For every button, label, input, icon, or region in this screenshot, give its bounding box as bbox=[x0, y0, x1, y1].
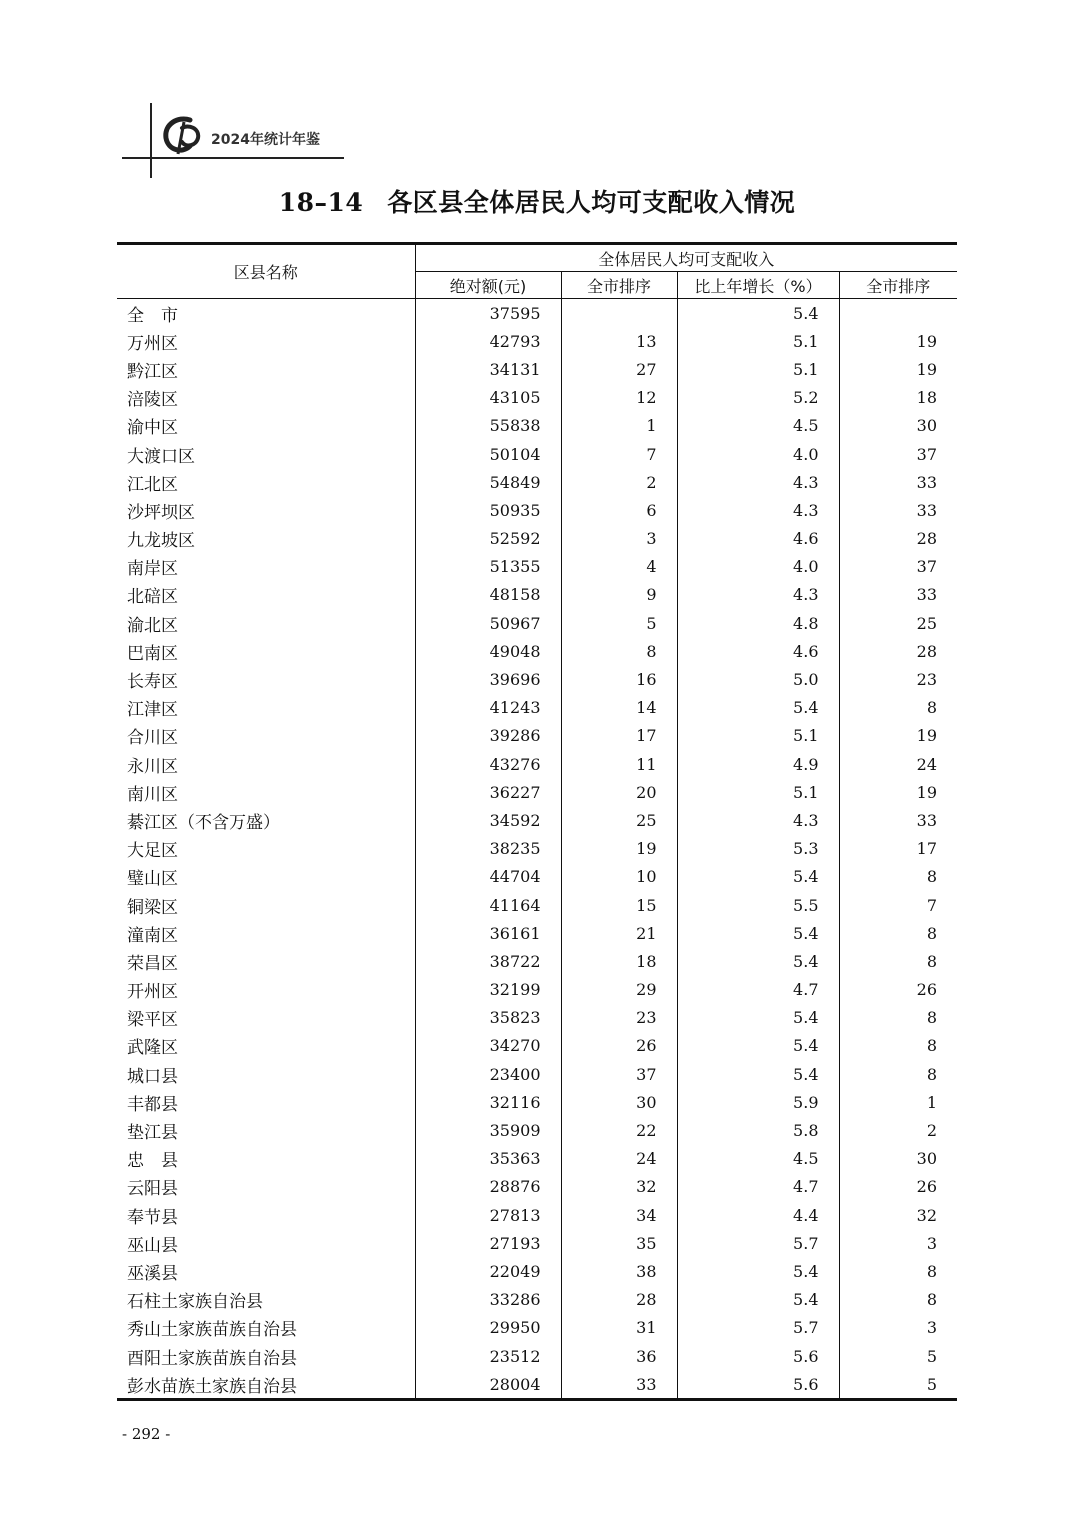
header-vertical-rule bbox=[150, 103, 152, 178]
cell-growth: 4.5 bbox=[677, 1145, 839, 1173]
table-row bbox=[117, 863, 957, 891]
cell-rank: 35 bbox=[561, 1229, 677, 1257]
cell-growth-rank: 33 bbox=[839, 496, 957, 524]
cell-rank: 31 bbox=[561, 1314, 677, 1342]
cell-growth-rank: 8 bbox=[839, 947, 957, 975]
cell-amount: 29950 bbox=[415, 1314, 561, 1342]
table-row bbox=[117, 891, 957, 919]
cell-rank: 17 bbox=[561, 722, 677, 750]
cell-growth: 4.8 bbox=[677, 609, 839, 637]
cell-growth-rank bbox=[839, 299, 957, 328]
column-header-amount: 绝对额(元) bbox=[415, 272, 561, 299]
column-header-rank: 全市排序 bbox=[561, 272, 677, 299]
cell-district-name: 江北区 bbox=[127, 474, 178, 495]
cell-growth-rank: 8 bbox=[839, 694, 957, 722]
cell-rank: 26 bbox=[561, 1032, 677, 1060]
cell-growth: 4.4 bbox=[677, 1201, 839, 1229]
cell-growth-rank: 19 bbox=[839, 778, 957, 806]
cell-amount: 34270 bbox=[415, 1032, 561, 1060]
cell-rank: 25 bbox=[561, 806, 677, 834]
cell-growth-rank: 5 bbox=[839, 1370, 957, 1400]
column-header-growth: 比上年增长（%） bbox=[677, 272, 839, 299]
page-title bbox=[0, 183, 1074, 219]
cell-amount: 23512 bbox=[415, 1342, 561, 1370]
cell-growth: 4.0 bbox=[677, 553, 839, 581]
table-title: 各区县全体居民人均可支配收入情况 bbox=[387, 188, 796, 217]
cell-rank: 2 bbox=[561, 468, 677, 496]
cell-district-name: 沙坪坝区 bbox=[127, 502, 195, 523]
table-body bbox=[117, 299, 957, 1400]
cell-district-name: 长寿区 bbox=[127, 672, 178, 693]
cell-growth-rank: 25 bbox=[839, 609, 957, 637]
cell-growth-rank: 8 bbox=[839, 1257, 957, 1285]
cell-growth-rank: 7 bbox=[839, 891, 957, 919]
cell-amount: 34592 bbox=[415, 806, 561, 834]
cell-district-name: 渝北区 bbox=[127, 615, 178, 636]
cell-district-name: 万州区 bbox=[127, 333, 178, 354]
cell-district-name: 黔江区 bbox=[127, 361, 178, 382]
table-row bbox=[117, 1088, 957, 1116]
cell-amount: 48158 bbox=[415, 581, 561, 609]
cell-growth: 4.3 bbox=[677, 806, 839, 834]
cell-growth: 5.4 bbox=[677, 694, 839, 722]
cell-growth-rank: 3 bbox=[839, 1314, 957, 1342]
cell-district-name: 梁平区 bbox=[127, 1010, 178, 1031]
cell-amount: 39286 bbox=[415, 722, 561, 750]
cell-growth-rank: 26 bbox=[839, 976, 957, 1004]
cell-rank: 10 bbox=[561, 863, 677, 891]
cell-rank: 33 bbox=[561, 1370, 677, 1400]
table-row bbox=[117, 722, 957, 750]
cell-district-name: 巫山县 bbox=[127, 1235, 178, 1256]
cell-district-name: 武隆区 bbox=[127, 1038, 178, 1059]
cell-rank: 3 bbox=[561, 525, 677, 553]
cell-growth: 5.1 bbox=[677, 327, 839, 355]
cell-growth-rank: 8 bbox=[839, 1060, 957, 1088]
cell-amount: 51355 bbox=[415, 553, 561, 581]
table-row bbox=[117, 609, 957, 637]
cell-growth-rank: 24 bbox=[839, 750, 957, 778]
cell-amount: 50967 bbox=[415, 609, 561, 637]
cell-growth: 5.1 bbox=[677, 778, 839, 806]
cell-district-name: 合川区 bbox=[127, 728, 178, 749]
cell-growth-rank: 1 bbox=[839, 1088, 957, 1116]
cell-district-name: 永川区 bbox=[127, 756, 178, 777]
table-row bbox=[117, 327, 957, 355]
table-row bbox=[117, 1060, 957, 1088]
cell-growth-rank: 8 bbox=[839, 863, 957, 891]
cell-amount: 32199 bbox=[415, 976, 561, 1004]
table-row bbox=[117, 468, 957, 496]
cell-growth: 4.3 bbox=[677, 581, 839, 609]
cell-district-name: 垫江县 bbox=[127, 1123, 178, 1144]
cell-district-name: 綦江区（不含万盛） bbox=[127, 812, 280, 833]
cell-amount: 52592 bbox=[415, 525, 561, 553]
cell-rank: 4 bbox=[561, 553, 677, 581]
cell-growth-rank: 8 bbox=[839, 1004, 957, 1032]
cell-growth: 5.5 bbox=[677, 891, 839, 919]
cell-district-name: 荣昌区 bbox=[127, 953, 178, 974]
cell-growth: 4.6 bbox=[677, 637, 839, 665]
yearbook-logo-icon bbox=[160, 114, 206, 156]
cell-amount: 50935 bbox=[415, 496, 561, 524]
cell-growth: 5.8 bbox=[677, 1116, 839, 1144]
cell-rank: 38 bbox=[561, 1257, 677, 1285]
cell-growth-rank: 23 bbox=[839, 665, 957, 693]
cell-district-name: 涪陵区 bbox=[127, 390, 178, 411]
cell-growth-rank: 17 bbox=[839, 835, 957, 863]
cell-district-name: 全 市 bbox=[127, 305, 178, 326]
column-header-growth-rank: 全市排序 bbox=[839, 272, 957, 299]
cell-district-name: 秀山土家族苗族自治县 bbox=[127, 1320, 297, 1341]
column-header-name: 区县名称 bbox=[117, 244, 415, 299]
cell-amount: 35823 bbox=[415, 1004, 561, 1032]
cell-district-name: 酉阳土家族苗族自治县 bbox=[127, 1348, 297, 1369]
cell-growth-rank: 8 bbox=[839, 919, 957, 947]
cell-rank: 18 bbox=[561, 947, 677, 975]
cell-growth-rank: 32 bbox=[839, 1201, 957, 1229]
cell-rank: 24 bbox=[561, 1145, 677, 1173]
cell-district-name: 大渡口区 bbox=[127, 446, 195, 467]
cell-rank: 21 bbox=[561, 919, 677, 947]
table-number: 18–14 bbox=[278, 188, 364, 217]
cell-district-name: 丰都县 bbox=[127, 1094, 178, 1115]
cell-district-name: 城口县 bbox=[127, 1066, 178, 1087]
table-row bbox=[117, 384, 957, 412]
cell-growth-rank: 19 bbox=[839, 355, 957, 383]
cell-amount: 43276 bbox=[415, 750, 561, 778]
table-row bbox=[117, 665, 957, 693]
cell-amount: 23400 bbox=[415, 1060, 561, 1088]
cell-growth-rank: 30 bbox=[839, 1145, 957, 1173]
table-row bbox=[117, 496, 957, 524]
cell-growth: 5.4 bbox=[677, 947, 839, 975]
cell-amount: 37595 bbox=[415, 299, 561, 328]
table-row bbox=[117, 778, 957, 806]
cell-amount: 41164 bbox=[415, 891, 561, 919]
cell-growth: 5.4 bbox=[677, 1032, 839, 1060]
cell-district-name: 巫溪县 bbox=[127, 1263, 178, 1284]
cell-amount: 27813 bbox=[415, 1201, 561, 1229]
table-row bbox=[117, 1145, 957, 1173]
cell-growth: 5.4 bbox=[677, 1004, 839, 1032]
cell-growth-rank: 28 bbox=[839, 525, 957, 553]
cell-amount: 55838 bbox=[415, 412, 561, 440]
cell-growth-rank: 8 bbox=[839, 1286, 957, 1314]
cell-amount: 22049 bbox=[415, 1257, 561, 1285]
cell-growth: 5.4 bbox=[677, 1257, 839, 1285]
table-row bbox=[117, 1004, 957, 1032]
cell-amount: 32116 bbox=[415, 1088, 561, 1116]
cell-growth: 5.7 bbox=[677, 1229, 839, 1257]
cell-growth: 5.9 bbox=[677, 1088, 839, 1116]
cell-growth: 5.4 bbox=[677, 1286, 839, 1314]
table-row bbox=[117, 1201, 957, 1229]
cell-rank bbox=[561, 299, 677, 328]
cell-amount: 38722 bbox=[415, 947, 561, 975]
cell-growth: 5.1 bbox=[677, 355, 839, 383]
cell-rank: 23 bbox=[561, 1004, 677, 1032]
table-row bbox=[117, 1032, 957, 1060]
table-row bbox=[117, 1229, 957, 1257]
cell-growth: 4.5 bbox=[677, 412, 839, 440]
table-row bbox=[117, 1370, 957, 1400]
cell-growth-rank: 18 bbox=[839, 384, 957, 412]
cell-growth: 5.2 bbox=[677, 384, 839, 412]
cell-district-name: 北碚区 bbox=[127, 587, 178, 608]
cell-growth: 4.6 bbox=[677, 525, 839, 553]
cell-amount: 35363 bbox=[415, 1145, 561, 1173]
cell-growth-rank: 2 bbox=[839, 1116, 957, 1144]
table-row bbox=[117, 835, 957, 863]
cell-growth: 5.4 bbox=[677, 863, 839, 891]
cell-district-name: 南川区 bbox=[127, 784, 178, 805]
yearbook-label: 2024年统计年鉴 bbox=[211, 132, 320, 148]
cell-district-name: 开州区 bbox=[127, 982, 178, 1003]
cell-growth-rank: 28 bbox=[839, 637, 957, 665]
cell-rank: 15 bbox=[561, 891, 677, 919]
cell-amount: 49048 bbox=[415, 637, 561, 665]
cell-rank: 27 bbox=[561, 355, 677, 383]
table-row bbox=[117, 412, 957, 440]
cell-amount: 36227 bbox=[415, 778, 561, 806]
cell-rank: 11 bbox=[561, 750, 677, 778]
cell-growth-rank: 5 bbox=[839, 1342, 957, 1370]
cell-district-name: 潼南区 bbox=[127, 925, 178, 946]
column-group-header: 全体居民人均可支配收入 bbox=[415, 244, 957, 272]
cell-growth-rank: 26 bbox=[839, 1173, 957, 1201]
cell-rank: 7 bbox=[561, 440, 677, 468]
cell-rank: 32 bbox=[561, 1173, 677, 1201]
cell-amount: 42793 bbox=[415, 327, 561, 355]
cell-rank: 34 bbox=[561, 1201, 677, 1229]
cell-growth-rank: 33 bbox=[839, 468, 957, 496]
cell-amount: 39696 bbox=[415, 665, 561, 693]
cell-amount: 35909 bbox=[415, 1116, 561, 1144]
cell-district-name: 云阳县 bbox=[127, 1179, 178, 1200]
cell-rank: 30 bbox=[561, 1088, 677, 1116]
cell-rank: 28 bbox=[561, 1286, 677, 1314]
cell-district-name: 九龙坡区 bbox=[127, 531, 195, 552]
cell-district-name: 彭水苗族土家族自治县 bbox=[127, 1376, 297, 1397]
cell-amount: 36161 bbox=[415, 919, 561, 947]
cell-amount: 41243 bbox=[415, 694, 561, 722]
cell-growth-rank: 37 bbox=[839, 440, 957, 468]
cell-amount: 43105 bbox=[415, 384, 561, 412]
cell-growth: 5.7 bbox=[677, 1314, 839, 1342]
cell-district-name: 忠 县 bbox=[127, 1151, 178, 1172]
cell-rank: 16 bbox=[561, 665, 677, 693]
cell-growth: 4.3 bbox=[677, 468, 839, 496]
cell-district-name: 江津区 bbox=[127, 700, 178, 721]
table-row bbox=[117, 299, 957, 328]
cell-growth-rank: 33 bbox=[839, 806, 957, 834]
cell-growth: 4.9 bbox=[677, 750, 839, 778]
cell-amount: 38235 bbox=[415, 835, 561, 863]
cell-district-name: 巴南区 bbox=[127, 643, 178, 664]
cell-growth: 5.6 bbox=[677, 1370, 839, 1400]
cell-growth: 5.4 bbox=[677, 1060, 839, 1088]
table-row bbox=[117, 355, 957, 383]
table-row bbox=[117, 919, 957, 947]
cell-growth-rank: 8 bbox=[839, 1032, 957, 1060]
cell-growth: 5.4 bbox=[677, 299, 839, 328]
table-row bbox=[117, 806, 957, 834]
table-row bbox=[117, 1173, 957, 1201]
page-number: - 292 - bbox=[122, 1425, 171, 1443]
table-row bbox=[117, 1342, 957, 1370]
cell-growth: 4.3 bbox=[677, 496, 839, 524]
cell-district-name: 大足区 bbox=[127, 841, 178, 862]
cell-district-name: 奉节县 bbox=[127, 1207, 178, 1228]
cell-rank: 6 bbox=[561, 496, 677, 524]
cell-growth-rank: 3 bbox=[839, 1229, 957, 1257]
table-row bbox=[117, 581, 957, 609]
table-row bbox=[117, 947, 957, 975]
table-row bbox=[117, 553, 957, 581]
cell-rank: 8 bbox=[561, 637, 677, 665]
table-row bbox=[117, 694, 957, 722]
cell-rank: 37 bbox=[561, 1060, 677, 1088]
header-horizontal-rule bbox=[122, 157, 344, 159]
table-row bbox=[117, 440, 957, 468]
cell-growth: 4.7 bbox=[677, 976, 839, 1004]
cell-growth: 4.0 bbox=[677, 440, 839, 468]
cell-growth: 5.3 bbox=[677, 835, 839, 863]
cell-growth: 5.1 bbox=[677, 722, 839, 750]
cell-amount: 44704 bbox=[415, 863, 561, 891]
cell-district-name: 渝中区 bbox=[127, 418, 178, 439]
cell-rank: 1 bbox=[561, 412, 677, 440]
cell-growth: 5.6 bbox=[677, 1342, 839, 1370]
cell-amount: 34131 bbox=[415, 355, 561, 383]
cell-district-name: 南岸区 bbox=[127, 559, 178, 580]
cell-district-name: 璧山区 bbox=[127, 869, 178, 890]
cell-amount: 28004 bbox=[415, 1370, 561, 1400]
cell-amount: 54849 bbox=[415, 468, 561, 496]
cell-amount: 27193 bbox=[415, 1229, 561, 1257]
cell-amount: 50104 bbox=[415, 440, 561, 468]
cell-district-name: 铜梁区 bbox=[127, 897, 178, 918]
cell-rank: 12 bbox=[561, 384, 677, 412]
cell-growth: 5.0 bbox=[677, 665, 839, 693]
cell-rank: 36 bbox=[561, 1342, 677, 1370]
cell-rank: 5 bbox=[561, 609, 677, 637]
cell-amount: 33286 bbox=[415, 1286, 561, 1314]
cell-rank: 29 bbox=[561, 976, 677, 1004]
table-row bbox=[117, 1116, 957, 1144]
cell-rank: 14 bbox=[561, 694, 677, 722]
cell-growth-rank: 33 bbox=[839, 581, 957, 609]
table-row bbox=[117, 750, 957, 778]
cell-rank: 22 bbox=[561, 1116, 677, 1144]
cell-district-name: 石柱土家族自治县 bbox=[127, 1292, 263, 1313]
cell-growth-rank: 19 bbox=[839, 327, 957, 355]
cell-rank: 19 bbox=[561, 835, 677, 863]
cell-rank: 9 bbox=[561, 581, 677, 609]
cell-rank: 13 bbox=[561, 327, 677, 355]
table-row bbox=[117, 976, 957, 1004]
cell-growth-rank: 19 bbox=[839, 722, 957, 750]
cell-amount: 28876 bbox=[415, 1173, 561, 1201]
table-row bbox=[117, 1314, 957, 1342]
cell-rank: 20 bbox=[561, 778, 677, 806]
table-row bbox=[117, 637, 957, 665]
cell-growth: 4.7 bbox=[677, 1173, 839, 1201]
cell-growth-rank: 37 bbox=[839, 553, 957, 581]
table-row bbox=[117, 525, 957, 553]
cell-growth-rank: 30 bbox=[839, 412, 957, 440]
income-table bbox=[117, 242, 957, 1401]
cell-growth: 5.4 bbox=[677, 919, 839, 947]
table-row bbox=[117, 1286, 957, 1314]
table-row bbox=[117, 1257, 957, 1285]
